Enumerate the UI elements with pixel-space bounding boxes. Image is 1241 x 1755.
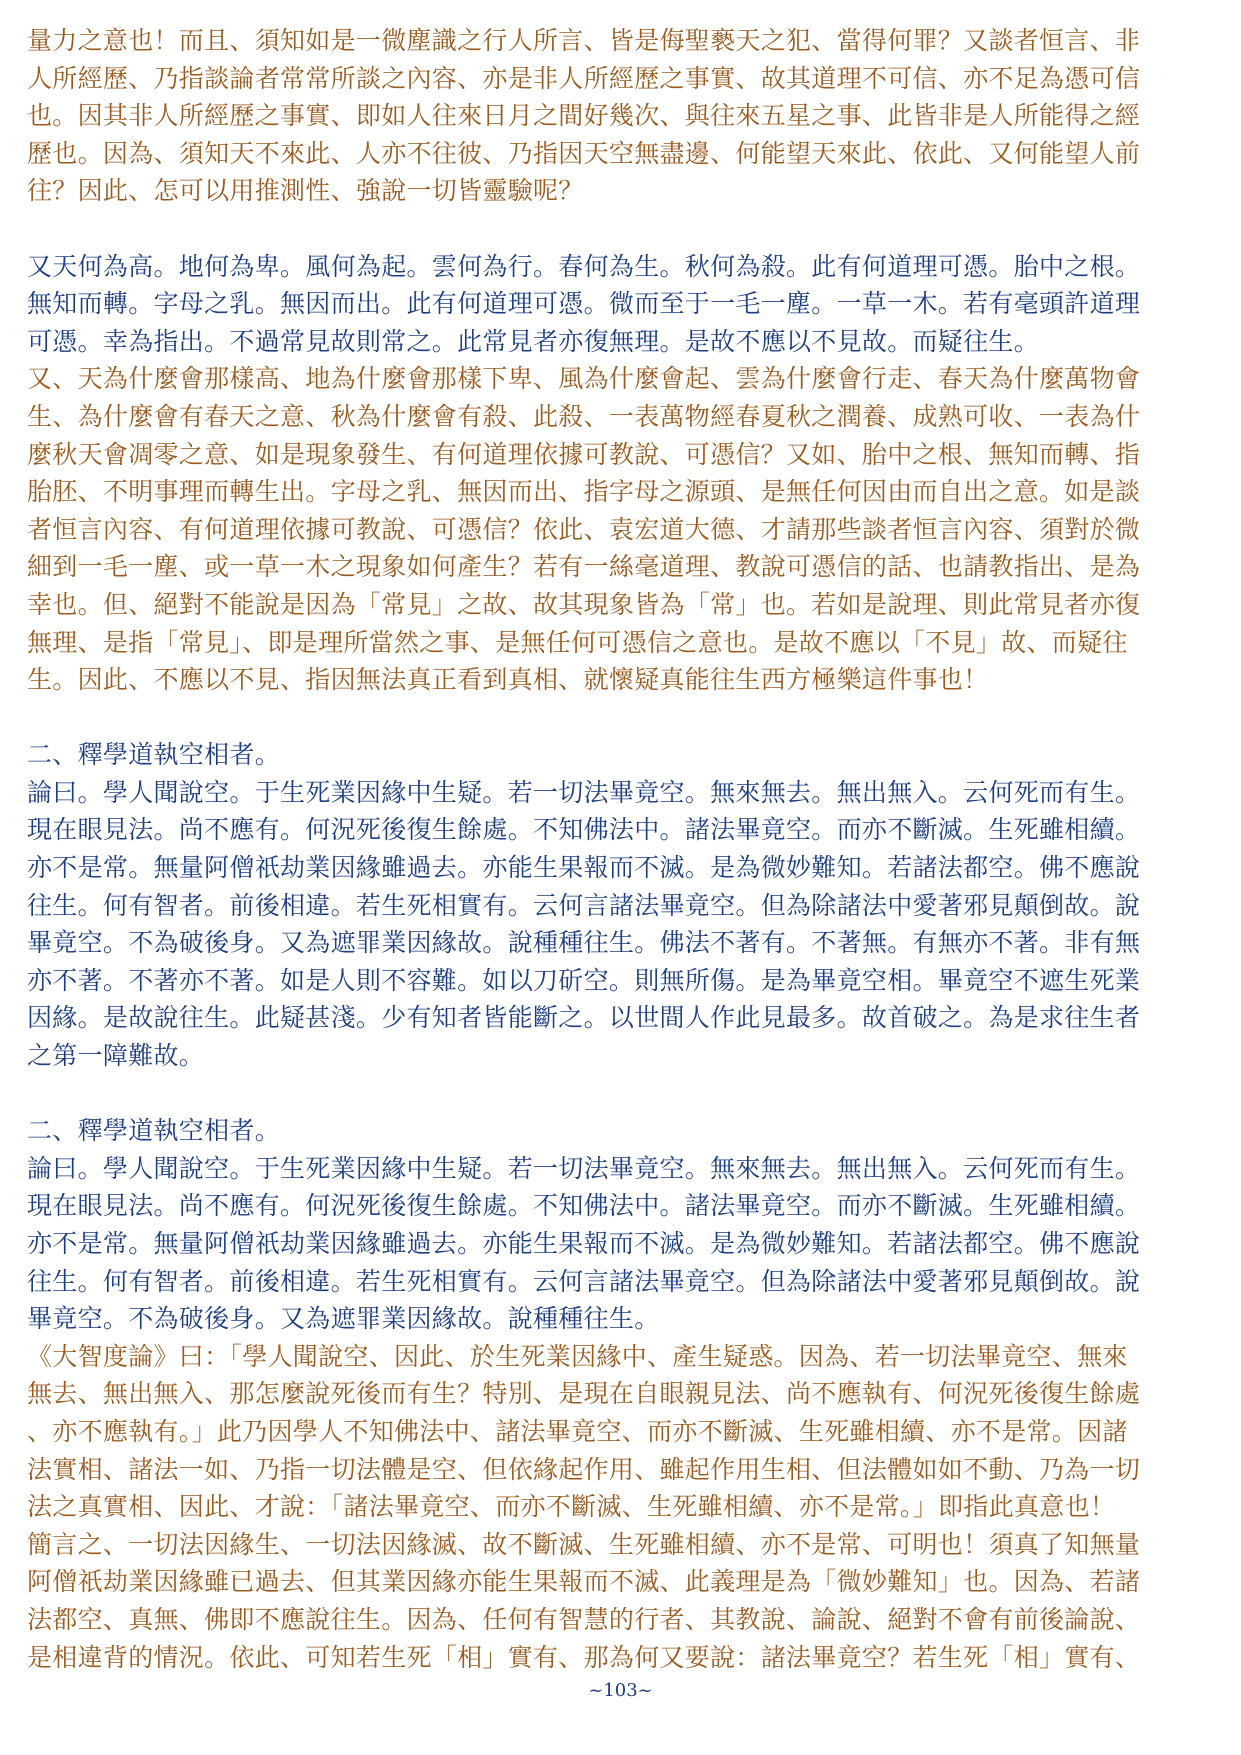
text-line: 也。因其非人所經歷之事實、即如人往來日月之間好幾次、與往來五星之事、此皆非是人所能得之經 [27,101,1141,131]
paragraph-gap [27,210,1217,248]
section-heading: 二、釋學道執空相者。 [27,740,281,770]
text-line: 《大智度論》曰：「學人聞說空、因此、於生死業因緣中、產生疑惑。因為、若一切法畢竟空、無來 [27,1341,1128,1371]
page-number: ~103~ [588,1680,653,1701]
text-line: 往生。何有智者。前後相違。若生死相實有。云何言諸法畢竟空。但為除諸法中愛著邪見顛倒故。說 [27,890,1141,920]
text-line: 、亦不應執有。」此乃因學人不知佛法中、諸法畢竟空、而亦不斷滅、生死雖相續、亦不是常。因諸 [27,1416,1128,1446]
text-line: 生、為什麼會有春天之意、秋為什麼會有殺、此殺、一表萬物經春夏秋之潤養、成熟可收、一表為什 [27,401,1141,431]
text-line: 無去、無出無入、那怎麼說死後而有生？特別、是現在自眼親見法、尚不應執有、何況死後復生餘處 [27,1379,1141,1409]
text-line: 法之真實相、因此、才說：「諸法畢竟空、而亦不斷滅、生死雖相續、亦不是常。」即指此真意也！ [27,1492,1116,1522]
text-line: 之第一障難故。 [27,1041,205,1071]
text-line: 者恒言內容、有何道理依據可教說、可憑信？依此、袁宏道大德、才請那些談者恒言內容、須對於微 [27,514,1141,544]
quoted-text-paragraph [27,248,1217,361]
text-line: 簡言之、一切法因緣生、一切法因緣滅、故不斷滅、生死雖相續、亦不是常、可明也！須真了知無量 [27,1529,1141,1559]
text-line: 歷也。因為、須知天不來此、人亦不往彼、乃指因天空無盡邊、何能望天來此、依此、又何能望人前 [27,138,1141,168]
text-line: 法實相、諸法一如、乃指一切法體是空、但依緣起作用、雖起作用生相、但法體如如不動、乃為一切 [27,1454,1141,1484]
text-line: 現在眼見法。尚不應有。何況死後復生餘處。不知佛法中。諸法畢竟空。而亦不斷滅。生死雖相續。 [27,1191,1141,1221]
text-line: 阿僧祇劫業因緣雖已過去、但其業因緣亦能生果報而不滅、此義理是為「微妙難知」也。因為、若諸 [27,1567,1141,1597]
text-line: 細到一毛一塵、或一草一木之現象如何產生？若有一絲毫道理、教說可憑信的話、也請教指出、是為 [27,552,1141,582]
commentary-paragraph [27,360,1217,698]
quoted-text-paragraph [27,1112,1217,1338]
text-line: 胎胚、不明事理而轉生出。字母之乳、無因而出、指字母之源頭、是無任何因由而自出之意。如是談 [27,477,1141,507]
text-line: 無理、是指「常見」、即是理所當然之事、是無任何可憑信之意也。是故不應以「不見」故、而疑往 [27,627,1128,657]
text-line: 畢竟空。不為破後身。又為遮罪業因緣故。說種種往生。 [27,1304,660,1334]
text-line: 麼秋天會凋零之意、如是現象發生、有何道理依據可教說、可憑信？又如、胎中之根、無知而轉、指 [27,439,1141,469]
text-line: 無知而轉。字母之乳。無因而出。此有何道理可憑。微而至于一毛一塵。一草一木。若有毫頭許道理 [27,289,1141,319]
text-line: 亦不是常。無量阿僧祇劫業因緣雖過去。亦能生果報而不滅。是為微妙難知。若諸法都空。佛不應說 [27,1229,1141,1258]
text-line: 生。因此、不應以不見、指因無法真正看到真相、就懷疑真能往生西方極樂這件事也！ [27,665,989,695]
text-line: 現在眼見法。尚不應有。何況死後復生餘處。不知佛法中。諸法畢竟空。而亦不斷滅。生死雖相續。 [27,815,1141,845]
text-line: 又、天為什麼會那樣高、地為什麼會那樣下卑、風為什麼會起、雲為什麼會行走、春天為什麼萬物會 [27,364,1141,394]
commentary-paragraph [27,1338,1217,1676]
text-line: 亦不是常。無量阿僧祇劫業因緣雖過去。亦能生果報而不滅。是為微妙難知。若諸法都空。佛不應說 [27,853,1141,883]
paragraph-gap [27,699,1217,737]
text-line: 又天何為高。地何為卑。風何為起。雲何為行。春何為生。秋何為殺。此有何道理可憑。胎中之根。 [27,251,1141,281]
text-line: 論曰。學人聞說空。于生死業因緣中生疑。若一切法畢竟空。無來無去。無出無入。云何死而有生。 [27,777,1141,807]
text-line: 幸也。但、絕對不能說是因為「常見」之故、故其現象皆為「常」也。若如是說理、則此常見者亦復 [27,589,1141,619]
text-line: 往生。何有智者。前後相違。若生死相實有。云何言諸法畢竟空。但為除諸法中愛著邪見顛倒故。說 [27,1266,1141,1296]
text-line: 量力之意也！而且、須知如是一微塵識之行人所言、皆是侮聖褻天之犯、當得何罪？又談者恒言、非 [27,26,1141,55]
paragraph-gap [27,1075,1217,1113]
document-body [27,22,1217,1676]
text-line: 論曰。學人聞說空。于生死業因緣中生疑。若一切法畢竟空。無來無去。無出無入。云何死而有生。 [27,1153,1141,1183]
commentary-paragraph [27,22,1217,210]
text-line: 往？因此、怎可以用推測性、強說一切皆靈驗呢？ [27,176,584,206]
text-line: 亦不著。不著亦不著。如是人則不容難。如以刀斫空。則無所傷。是為畢竟空相。畢竟空不遮生死業 [27,965,1141,995]
text-line: 因緣。是故說往生。此疑甚淺。少有知者皆能斷之。以世間人作此見最多。故首破之。為是求往生者 [27,1003,1141,1033]
text-line: 法都空、真無、佛即不應說往生。因為、任何有智慧的行者、其教說、論說、絕對不會有前後論說、 [27,1604,1141,1634]
section-heading: 二、釋學道執空相者。 [27,1116,281,1146]
quoted-text-paragraph [27,736,1217,1074]
text-line: 人所經歷、乃指談論者常常所談之內容、亦是非人所經歷之事實、故其道理不可信、亦不足為憑可信 [27,63,1141,93]
text-line: 可憑。幸為指出。不過常見故則常之。此常見者亦復無理。是故不應以不見故。而疑往生。 [27,326,1040,356]
text-line: 是相違背的情況。依此、可知若生死「相」實有、那為何又要說：諸法畢竟空？若生死「相」實有、 [27,1642,1141,1672]
text-line: 畢竟空。不為破後身。又為遮罪業因緣故。說種種往生。佛法不著有。不著無。有無亦不著。非有無 [27,928,1141,958]
